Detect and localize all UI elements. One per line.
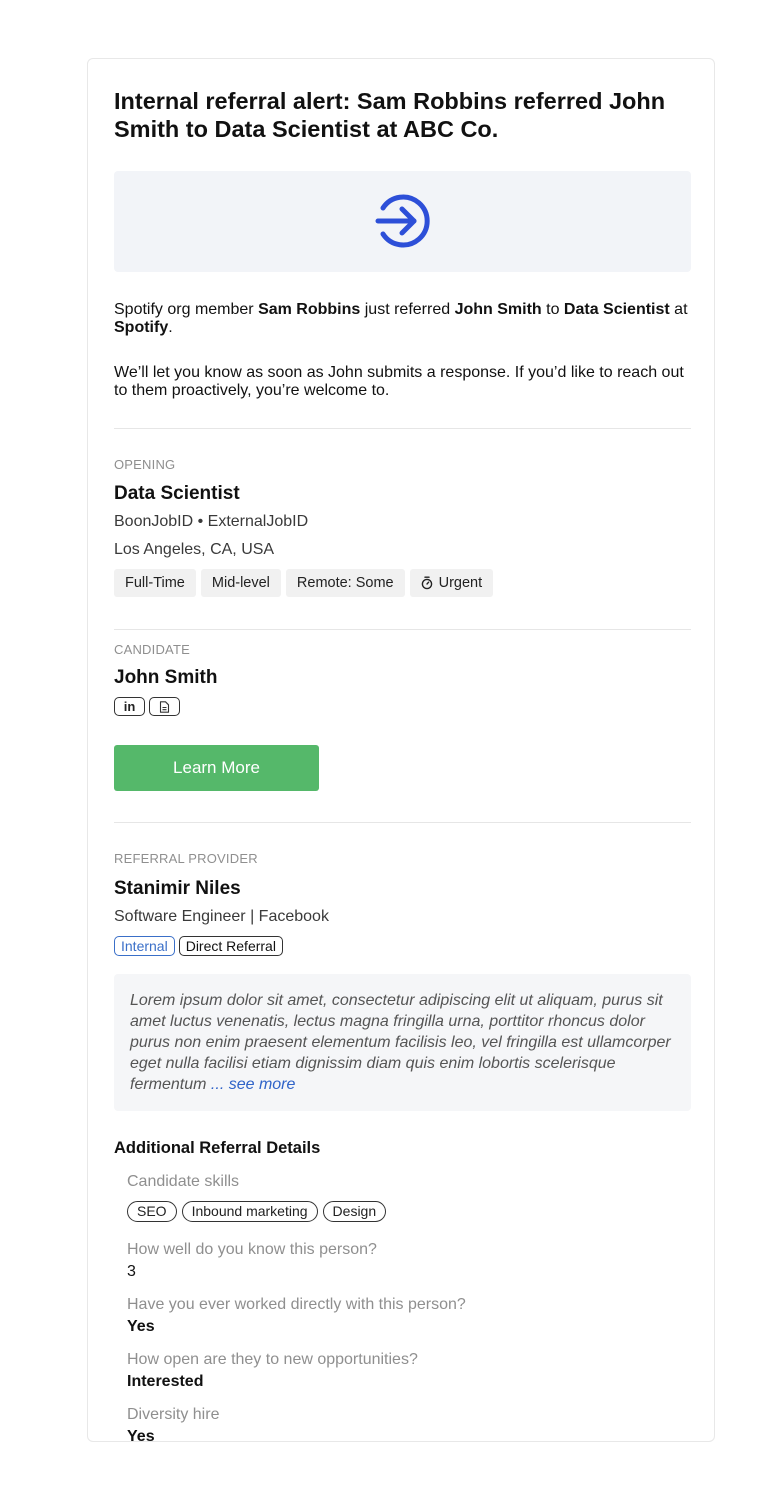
intro-paragraph	[114, 301, 691, 337]
tag-remote: Remote: Some	[286, 569, 405, 597]
divider	[114, 629, 691, 630]
candidate-label: CANDIDATE	[114, 642, 190, 657]
answer-worked-directly: Yes	[127, 1318, 155, 1335]
answer-openness: Interested	[127, 1373, 204, 1390]
stopwatch-icon	[421, 576, 433, 590]
tag-employment-type: Full-Time	[114, 569, 196, 597]
resume-button[interactable]	[149, 697, 180, 716]
skill-pill: Inbound marketing	[182, 1201, 318, 1222]
intro-org: Spotify	[114, 301, 163, 318]
skills-list	[127, 1201, 386, 1222]
tag-urgent-label: Urgent	[438, 575, 483, 591]
candidate-links	[114, 697, 180, 716]
intro-referrer: Sam Robbins	[258, 301, 361, 318]
skill-pill: SEO	[127, 1201, 177, 1222]
divider	[114, 822, 691, 823]
opening-location: Los Angeles, CA, USA	[114, 541, 275, 558]
tag-seniority: Mid-level	[201, 569, 281, 597]
skill-pill: Design	[323, 1201, 387, 1222]
intro-candidate: John Smith	[454, 301, 542, 318]
referral-note	[114, 974, 691, 1111]
question-worked-directly: Have you ever worked directly with this person?	[127, 1296, 466, 1313]
arrow-right-circle-icon	[373, 191, 433, 251]
intro-text-3: to	[541, 301, 564, 318]
question-openness: How open are they to new opportunities?	[127, 1351, 418, 1368]
intro-text-5: .	[168, 319, 173, 336]
intro-company: Spotify	[114, 319, 169, 336]
opening-tags	[114, 569, 493, 597]
answer-know-person: 3	[127, 1263, 136, 1280]
candidate-name: John Smith	[114, 667, 218, 688]
linkedin-icon: in	[123, 699, 136, 714]
provider-label: REFERRAL PROVIDER	[114, 851, 258, 866]
see-more-link[interactable]: ... see more	[210, 1076, 296, 1093]
opening-label: OPENING	[114, 457, 176, 472]
provider-badges	[114, 936, 283, 956]
question-know-person: How well do you know this person?	[127, 1241, 377, 1258]
provider-name: Stanimir Niles	[114, 878, 241, 899]
additional-details-heading: Additional Referral Details	[114, 1139, 321, 1157]
skills-label: Candidate skills	[127, 1173, 240, 1190]
badge-internal: Internal	[114, 936, 175, 956]
answer-diversity-hire: Yes	[127, 1428, 155, 1445]
followup-paragraph: We’ll let you know as soon as John submits a response. If you’d like to reach out to them proactively, you’re welcome to.	[114, 364, 684, 399]
opening-job-ids: BoonJobID • ExternalJobID	[114, 513, 309, 530]
intro-text-2: just referred	[360, 301, 455, 318]
document-icon	[159, 701, 170, 713]
provider-position: Software Engineer | Facebook	[114, 908, 329, 925]
referral-note-text	[130, 990, 675, 1095]
divider	[114, 428, 691, 429]
email-title: Internal referral alert: Sam Robbins referred John Smith to Data Scientist at ABC Co.	[114, 88, 666, 142]
intro-text-1: org member	[162, 301, 259, 318]
tag-urgent	[410, 569, 494, 597]
question-diversity-hire: Diversity hire	[127, 1406, 220, 1423]
intro-text-4: at	[669, 301, 688, 318]
learn-more-button[interactable]: Learn More	[114, 745, 319, 791]
intro-role: Data Scientist	[563, 301, 670, 318]
badge-direct-referral: Direct Referral	[179, 936, 283, 956]
opening-title: Data Scientist	[114, 483, 240, 504]
linkedin-button[interactable]	[114, 697, 145, 716]
referral-note-body: Lorem ipsum dolor sit amet, consectetur adipiscing elit ut aliquam, purus sit amet luctus venenatis, lectus magna fringilla urna, porttitor rhoncus dolor purus non enim praesent elementum facilisis leo, vel fringilla est ullamcorper eget nulla facilisi etiam dignissim diam quis enim lobortis scelerisque fermentum	[130, 992, 671, 1093]
hero-banner	[114, 171, 691, 272]
referral-email-card	[87, 58, 715, 1445]
